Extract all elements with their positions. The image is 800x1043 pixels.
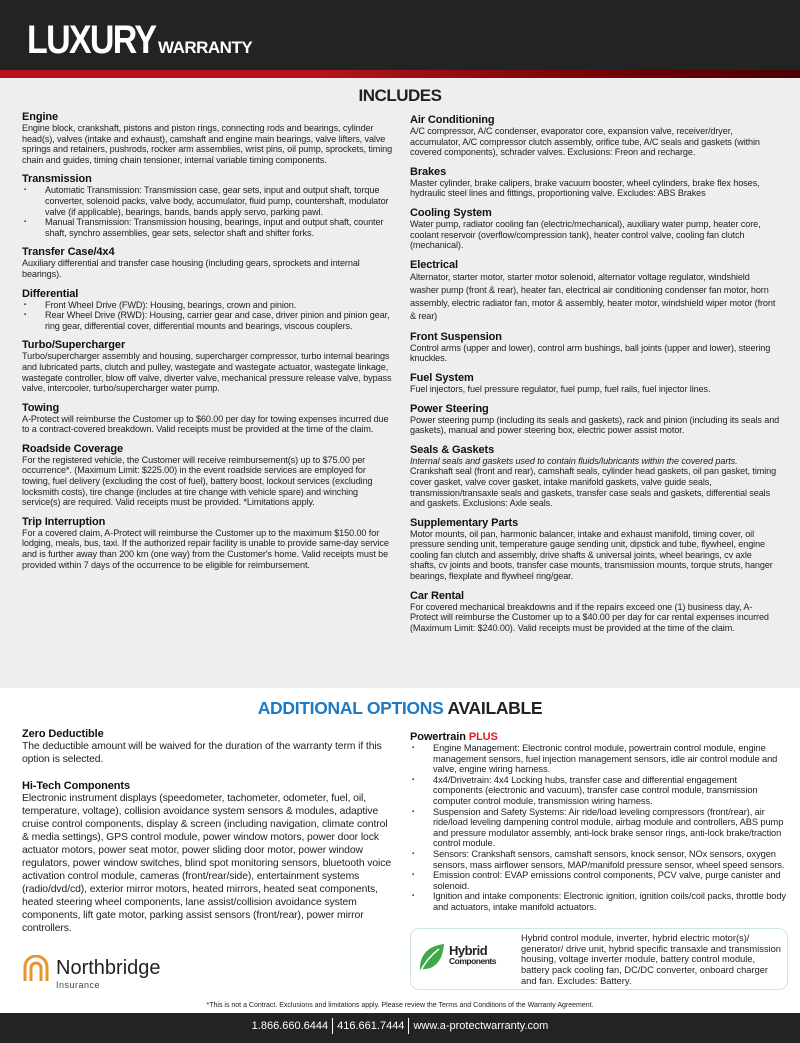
brand-main: LUXURY bbox=[27, 18, 156, 62]
additional-options-title bbox=[0, 698, 800, 719]
title-black: AVAILABLE bbox=[447, 698, 543, 718]
section-title: Towing bbox=[22, 401, 60, 414]
northbridge-logo-icon bbox=[22, 955, 50, 983]
hybrid-text: Hybrid control module, inverter, hybrid electric motor(s)/ generator/ drive unit, hybrid specific transaxle and transmission housing, voltage inverter module, battery control module, battery pack cooling fan, DC/DC converter, onboard charger and fan. Excludes: Battery. bbox=[521, 933, 781, 986]
list-item: ▪ Emission control: EVAP emissions control components, PCV valve, purge canister and solenoid. bbox=[410, 870, 788, 891]
section-note: Internal seals and gaskets used to contain fluids/lubricants within the covered parts. bbox=[410, 455, 738, 466]
includes-right-column bbox=[410, 114, 780, 641]
list-item: ▪ Automatic Transmission: Transmission case, gear sets, input and output shaft, torque converter, solenoid packs, valve body, accumulator, fluid pump, countershaft, modulator valve (if applicable), bearings, bands, bands apply servo, parking pawl. bbox=[22, 185, 394, 217]
list-item: ▪ Ignition and intake components: Electronic ignition, ignition coils/coil packs, throttle body and actuators, intake manifold actuators. bbox=[410, 891, 788, 912]
list-item: ▪ Engine Management: Electronic control module, powertrain control module, engine management sensors, fuel injection management sensors, idle air control module and valve, engine wiring harness. bbox=[410, 743, 788, 775]
section-text: Fuel injectors, fuel pressure regulator, fuel pump, fuel rails, fuel injector lines. bbox=[410, 383, 711, 394]
section-text: For the registered vehicle, the Customer will receive reimbursement(s) up to $75.00 per occurrence*. (Maximum Limit: $225.00) in the event roadside services are employed for towing, fuel delivery (excluding the cost of fuel), battery boost, lockout services (excluding locksmith costs), tire change (includes at tire change with vehicle spare) and winching service(s) are required. Valid receipts must be provided. *Limitations apply. bbox=[22, 454, 373, 508]
section-title: Power Steering bbox=[410, 402, 489, 415]
section-transmission bbox=[22, 173, 394, 238]
section-title: Air Conditioning bbox=[410, 114, 495, 126]
section-title: Turbo/Supercharger bbox=[22, 339, 126, 352]
section-towing bbox=[22, 402, 394, 435]
brand-sub: WARRANTY bbox=[157, 38, 253, 57]
section-title: Cooling System bbox=[410, 206, 492, 219]
hybrid-sublabel: Components bbox=[449, 956, 496, 966]
section-text: The deductible amount will be waived for the duration of the warranty term if this option is selected. bbox=[22, 741, 382, 765]
section-turbo-supercharger bbox=[22, 339, 394, 393]
bullet-list bbox=[22, 185, 394, 238]
hybrid-label: Hybrid bbox=[449, 943, 488, 958]
list-item: ▪ Sensors: Crankshaft sensors, camshaft sensors, knock sensor, NOx sensors, oxygen sensors, mass airflower sensors, MAP/manifold pressure sensor, wheel speed sensors. bbox=[410, 849, 788, 870]
section-text: A-Protect will reimburse the Customer up to $60.00 per day for towing expenses incurred due to a contract-covered breakdown. Valid receipts must be provided at the time of the claim. bbox=[22, 413, 389, 435]
section-title: Zero Deductible bbox=[22, 728, 104, 740]
plus-label: PLUS bbox=[468, 731, 498, 743]
section-hi-tech bbox=[22, 780, 397, 935]
title-blue: ADDITIONAL OPTIONS bbox=[257, 698, 444, 718]
section-text: Turbo/supercharger assembly and housing, supercharger compressor, turbo internal bearings and lubricated parts, clutch and pulley, wastegate and wastegate actuator, wastegate linkage, wastegate controller, blow off valve, diverter valve, mechanical pressure release valve, bypass valve, intercooler, turbo/supercharger water pump. bbox=[22, 351, 392, 394]
section-title: Roadside Coverage bbox=[22, 442, 124, 455]
section-title: Front Suspension bbox=[410, 330, 502, 343]
brand-title bbox=[27, 18, 252, 63]
list-item: ▪ 4x4/Drivetrain: 4x4 Locking hubs, transfer case and differential engagement components (electronic and vacuum), transfer case control module, transmission computer control module, transmission wiring harness. bbox=[410, 775, 788, 807]
powertrain-plus-section bbox=[410, 731, 788, 913]
hybrid-title bbox=[449, 943, 496, 966]
section-trip-interruption bbox=[22, 516, 394, 570]
section-text: Water pump, radiator cooling fan (electric/mechanical), auxiliary water pump, heater core, coolant reservoir (overflow/compression tank), heater control valve, cooling fan clutch (mechanical). bbox=[410, 218, 761, 251]
powertrain-list bbox=[410, 743, 788, 913]
section-title: Transfer Case/4x4 bbox=[22, 246, 115, 259]
phone-2[interactable]: 416.661.7444 bbox=[337, 1020, 405, 1032]
footer-bar bbox=[0, 1013, 800, 1043]
section-roadside-coverage bbox=[22, 443, 394, 508]
section-title: Seals & Gaskets bbox=[410, 443, 495, 456]
website-link[interactable]: www.a-protectwarranty.com bbox=[413, 1020, 549, 1032]
section-text: For a covered claim, A-Protect will reimburse the Customer up to the maximum $150.00 for lodging, meals, bus, taxi. If the authorized repair facility is unable to provide same-day service and is further away than 200 km (one way) from the Customer's home. Valid receipts must be provided within 7 days of the occurrence to be eligible for reimbursement. bbox=[22, 527, 389, 570]
section-car-rental bbox=[410, 590, 780, 634]
leaf-icon bbox=[417, 942, 445, 974]
list-item: ▪ Front Wheel Drive (FWD): Housing, bearings, crown and pinion. bbox=[22, 300, 394, 311]
logo-name: Northbridge bbox=[56, 957, 161, 979]
red-stripe bbox=[0, 70, 800, 78]
list-item: ▪ Rear Wheel Drive (RWD): Housing, carrier gear and case, driver pinion and pinion gear, ring gear, differential cover, differential mounts and bearings, viscous couplers. bbox=[22, 310, 394, 331]
additional-left-column bbox=[22, 728, 397, 949]
section-title bbox=[410, 731, 788, 743]
section-zero-deductible bbox=[22, 728, 397, 766]
section-transfer-case-4x4 bbox=[22, 246, 394, 279]
includes-left-column bbox=[22, 111, 394, 578]
hybrid-components-box bbox=[410, 928, 788, 990]
divider bbox=[332, 1018, 333, 1034]
section-seals-gaskets bbox=[410, 444, 780, 509]
section-text: Crankshaft seal (front and rear), camshaft seals, cylinder head gaskets, oil pan gasket, timing cover gasket, valve cover gasket, intake manifold gaskets, valve guide seals, transmission/transaxle seals and gaskets, transfer case seals and gaskets, differential seals and gaskets. Exclusions: Axle seals. bbox=[410, 466, 777, 509]
section-text: Auxiliary differential and transfer case housing (including gears, sprockets and internal bearings). bbox=[22, 258, 360, 279]
section-differential bbox=[22, 288, 394, 332]
powertrain-label: Powertrain bbox=[410, 731, 466, 743]
logo-sub: Insurance bbox=[56, 980, 101, 990]
list-item: ▪ Manual Transmission: Transmission housing, bearings, input and output shaft, counter shaft, synchro assemblies, gear sets, selector shaft and shifter forks. bbox=[22, 217, 394, 238]
section-title: Trip Interruption bbox=[22, 515, 106, 528]
list-item: ▪ Suspension and Safety Systems: Air ride/load leveling compressors (front/rear), air ride/load leveling dampening control module, airbag module and controllers, ABS pump and pressure modulator assembly, anti-lock brake sensor rings, anti-lock brake/traction control module. bbox=[410, 807, 788, 849]
section-power-steering bbox=[410, 403, 780, 436]
section-engine bbox=[22, 111, 394, 165]
section-front-suspension bbox=[410, 331, 780, 364]
section-fuel-system bbox=[410, 372, 780, 395]
section-title: Hi-Tech Components bbox=[22, 780, 130, 792]
section-brakes bbox=[410, 166, 780, 199]
section-text: For covered mechanical breakdowns and if the repairs exceed one (1) business day, A-Protect will reimburse the Customer up to a $40.00 per day for car rental expenses incurred (Maximum Limit: $240.00). Valid receipts must be provided at the time of the claim. bbox=[410, 601, 769, 633]
includes-section bbox=[0, 78, 800, 688]
section-text: Motor mounts, oil pan, harmonic balancer, intake and exhaust manifold, timing cover, oil pressure sending unit, temperature gauge sending unit, dipstick and tube, flywheel, engine cooling fan clutch and assembly, drive shafts & universal joints, wheel bearings, cv axle shafts, cv joints and boots, transfer case mounts, transmission mounts, torque struts, hanger bearings, flexplate and flywheel ring/gear. bbox=[410, 528, 773, 582]
section-text: Master cylinder, brake calipers, brake vacuum booster, wheel cylinders, brake flex hoses, hydraulic steel lines and fittings, proportioning valve. Excludes: ABS Brakes bbox=[410, 177, 760, 199]
section-title: Transmission bbox=[22, 173, 92, 186]
section-electrical bbox=[410, 259, 780, 323]
disclaimer: *This is not a Contract. Exclusions and limitations apply. Please review the Terms and Conditions of the Warranty Agreement. bbox=[206, 1002, 594, 1009]
section-text: Power steering pump (including its seals and gaskets), rack and pinion (including its seals and gaskets), manual and power steering box, electric power assist motor. bbox=[410, 414, 780, 436]
bullet-list bbox=[22, 300, 394, 332]
phone-1[interactable]: 1.866.660.6444 bbox=[251, 1020, 329, 1032]
section-title: Brakes bbox=[410, 165, 447, 178]
northbridge-logo bbox=[22, 955, 161, 990]
section-title: Supplementary Parts bbox=[410, 516, 519, 529]
divider bbox=[408, 1018, 409, 1034]
section-title: Car Rental bbox=[410, 589, 465, 602]
section-air-conditioning bbox=[410, 114, 780, 158]
includes-title: INCLUDES bbox=[358, 86, 442, 105]
section-text: Electronic instrument displays (speedometer, tachometer, odometer, fuel, oil, temperature, voltage), collision avoidance system sensors & modules, adaptive cruise control components, display & screen (including navigation, climate control & media settings), GPS control module, power window motors, power door lock actuator motors, power seat motor, power sliding door motor, power window regulators, power window switches, blind spot monitoring sensors, bluetooth voice activation control module, cameras (front/rear/side), entertainment systems (radio/dvd/cd), exterior mirror motors, heated mirrors, heated seat components, heated steering wheel components, lane assist/collision avoidance system components, lift gate motor, parking assist sensors (front/rear), power mirror controllers. bbox=[22, 793, 392, 934]
section-text: Engine block, crankshaft, pistons and piston rings, connecting rods and bearings, cylinder head(s), valves (intake and exhaust), camshaft and engine main bearings, valve lifters, valve springs and retainers, pushrods, rocker arm assemblies, wrist pins, oil pump, sprockets, timing chain and guides, timing chain tensioner, internal variable timing components. bbox=[22, 123, 393, 165]
section-text: Alternator, starter motor, starter motor solenoid, alternator voltage regulator, windshield washer pump (front & rear), heater fan, electrical air conditioning condenser fan motor, horn assembly, electric radiator fan, motor & assembly, heater motor, windshield wiper motor (front & rear) bbox=[410, 271, 776, 321]
section-cooling-system bbox=[410, 207, 780, 251]
section-supplementary-parts bbox=[410, 517, 780, 582]
section-title: Electrical bbox=[410, 258, 458, 271]
section-text: Control arms (upper and lower), control arm bushings, ball joints (upper and lower), steering knuckles. bbox=[410, 342, 771, 364]
header-bar bbox=[0, 0, 800, 70]
section-text: A/C compressor, A/C condenser, evaporator core, expansion valve, receiver/dryer, accumulator, A/C compressor clutch assembly, orifice tube, A/C seals and gaskets (within covered components), schrader valves. Exclusions: Freon and recharge. bbox=[410, 126, 760, 158]
section-title: Fuel System bbox=[410, 371, 474, 384]
section-title: Engine bbox=[22, 111, 59, 123]
section-title: Differential bbox=[22, 287, 79, 300]
